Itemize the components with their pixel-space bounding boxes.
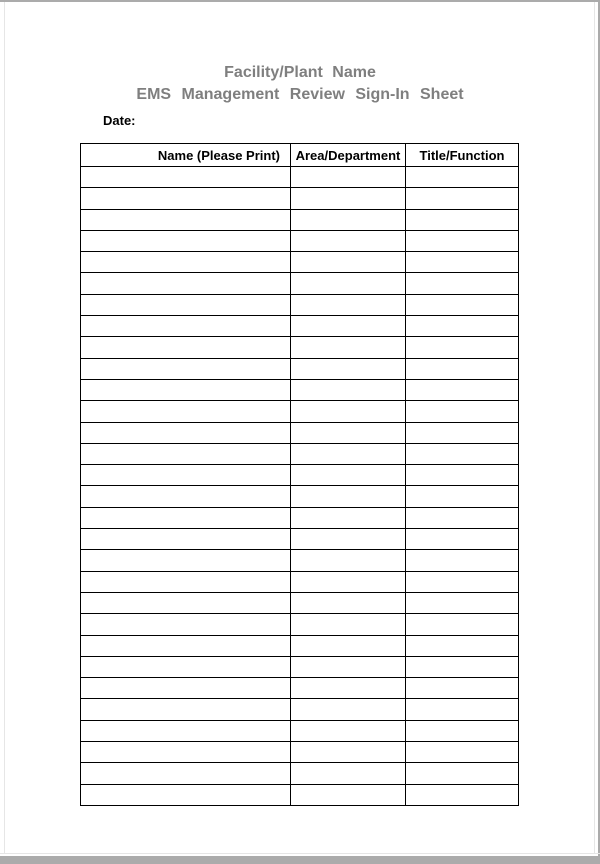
sign-in-cell[interactable]	[291, 188, 406, 209]
sign-in-cell[interactable]	[406, 720, 519, 741]
sign-in-cell[interactable]	[406, 742, 519, 763]
table-row	[81, 699, 519, 720]
sign-in-cell[interactable]	[406, 294, 519, 315]
sign-in-cell[interactable]	[291, 507, 406, 528]
sign-in-cell[interactable]	[291, 358, 406, 379]
sign-in-cell[interactable]	[406, 379, 519, 400]
sign-in-cell[interactable]	[406, 571, 519, 592]
sign-in-cell[interactable]	[406, 656, 519, 677]
sign-in-cell[interactable]	[81, 294, 291, 315]
sign-in-cell[interactable]	[81, 699, 291, 720]
sign-in-cell[interactable]	[81, 550, 291, 571]
sign-in-cell[interactable]	[81, 486, 291, 507]
sign-in-cell[interactable]	[291, 614, 406, 635]
table-row	[81, 678, 519, 699]
sign-in-cell[interactable]	[81, 592, 291, 613]
sign-in-cell[interactable]	[81, 167, 291, 188]
column-header-name: Name (Please Print)	[81, 144, 291, 167]
sign-in-cell[interactable]	[81, 784, 291, 805]
sign-in-cell[interactable]	[291, 699, 406, 720]
sign-in-cell[interactable]	[81, 188, 291, 209]
table-row	[81, 550, 519, 571]
sign-in-cell[interactable]	[291, 550, 406, 571]
table-row	[81, 188, 519, 209]
frame-left-inner-line	[4, 2, 5, 853]
table-row	[81, 507, 519, 528]
sign-in-cell[interactable]	[406, 507, 519, 528]
sign-in-cell[interactable]	[81, 316, 291, 337]
table-row	[81, 486, 519, 507]
sign-in-cell[interactable]	[81, 209, 291, 230]
sign-in-cell[interactable]	[81, 571, 291, 592]
sign-in-cell[interactable]	[291, 230, 406, 251]
table-row	[81, 209, 519, 230]
sign-in-cell[interactable]	[291, 167, 406, 188]
frame-bottom-inner-line	[0, 853, 600, 854]
sign-in-cell[interactable]	[406, 635, 519, 656]
sign-in-cell[interactable]	[81, 358, 291, 379]
sign-in-cell[interactable]	[406, 592, 519, 613]
sign-in-cell[interactable]	[406, 678, 519, 699]
sign-in-cell[interactable]	[81, 230, 291, 251]
sign-in-cell[interactable]	[406, 529, 519, 550]
table-row	[81, 614, 519, 635]
table-row	[81, 358, 519, 379]
sign-in-cell[interactable]	[291, 486, 406, 507]
sign-in-cell[interactable]	[406, 699, 519, 720]
sign-in-cell[interactable]	[291, 401, 406, 422]
table-row	[81, 656, 519, 677]
sign-in-cell[interactable]	[291, 465, 406, 486]
document-title: Facility/Plant Name	[224, 64, 376, 81]
sign-in-cell[interactable]	[81, 252, 291, 273]
sign-in-cell[interactable]	[81, 720, 291, 741]
sign-in-cell[interactable]	[81, 763, 291, 784]
sign-in-cell[interactable]	[406, 316, 519, 337]
sign-in-cell[interactable]	[81, 443, 291, 464]
sign-in-cell[interactable]	[81, 465, 291, 486]
table-row	[81, 167, 519, 188]
sign-in-cell[interactable]	[406, 167, 519, 188]
table-row	[81, 592, 519, 613]
table-row	[81, 763, 519, 784]
sign-in-cell[interactable]	[291, 742, 406, 763]
sign-in-cell[interactable]	[291, 656, 406, 677]
sign-in-cell[interactable]	[291, 635, 406, 656]
table-row	[81, 337, 519, 358]
sign-in-cell[interactable]	[291, 422, 406, 443]
document-header	[0, 62, 600, 106]
sign-in-cell[interactable]	[81, 635, 291, 656]
table-row	[81, 784, 519, 805]
sign-in-cell[interactable]	[291, 784, 406, 805]
sign-in-cell[interactable]	[291, 763, 406, 784]
sign-in-cell[interactable]	[291, 316, 406, 337]
sign-in-table	[80, 143, 519, 806]
sign-in-cell[interactable]	[291, 529, 406, 550]
sign-in-cell[interactable]	[291, 678, 406, 699]
sign-in-cell[interactable]	[406, 465, 519, 486]
table-row	[81, 443, 519, 464]
sign-in-cell[interactable]	[406, 358, 519, 379]
sign-in-cell[interactable]	[291, 337, 406, 358]
sign-in-cell[interactable]	[81, 529, 291, 550]
sign-in-cell[interactable]	[81, 614, 291, 635]
sign-in-cell[interactable]	[291, 273, 406, 294]
sign-in-cell[interactable]	[406, 614, 519, 635]
sign-in-cell[interactable]	[406, 486, 519, 507]
sign-in-cell[interactable]	[406, 550, 519, 571]
sign-in-cell[interactable]	[291, 379, 406, 400]
frame-top-edge	[0, 0, 600, 2]
table-header-row	[81, 144, 519, 167]
sign-in-cell[interactable]	[406, 422, 519, 443]
table-row	[81, 316, 519, 337]
sign-in-cell[interactable]	[81, 273, 291, 294]
table-row	[81, 422, 519, 443]
table-row	[81, 742, 519, 763]
sign-in-cell[interactable]	[291, 571, 406, 592]
sign-in-cell[interactable]	[291, 443, 406, 464]
table-row	[81, 273, 519, 294]
frame-right-inner-line	[594, 2, 595, 853]
sign-in-cell[interactable]	[81, 507, 291, 528]
sign-in-cell[interactable]	[291, 592, 406, 613]
sign-in-cell[interactable]	[81, 656, 291, 677]
sign-in-cell[interactable]	[291, 720, 406, 741]
table-row	[81, 529, 519, 550]
table-row	[81, 294, 519, 315]
sign-in-cell[interactable]	[81, 337, 291, 358]
date-label: Date:	[103, 113, 136, 128]
sign-in-cell[interactable]	[406, 209, 519, 230]
table-row	[81, 230, 519, 251]
sign-in-cell[interactable]	[406, 252, 519, 273]
table-row	[81, 720, 519, 741]
sign-in-cell[interactable]	[406, 337, 519, 358]
table-row	[81, 379, 519, 400]
sign-in-cell[interactable]	[81, 678, 291, 699]
column-header-area: Area/Department	[291, 144, 406, 167]
table-row	[81, 635, 519, 656]
table-row	[81, 252, 519, 273]
sign-in-cell[interactable]	[291, 294, 406, 315]
sign-in-cell[interactable]	[406, 188, 519, 209]
sign-in-cell[interactable]	[291, 209, 406, 230]
sign-in-cell[interactable]	[406, 763, 519, 784]
sign-in-table-body	[81, 167, 519, 806]
document-subtitle: EMS Management Review Sign-In Sheet	[136, 86, 464, 103]
sign-in-cell[interactable]	[406, 401, 519, 422]
column-header-title: Title/Function	[406, 144, 519, 167]
sign-in-cell[interactable]	[406, 273, 519, 294]
sign-in-cell[interactable]	[81, 742, 291, 763]
sign-in-cell[interactable]	[406, 443, 519, 464]
sign-in-cell[interactable]	[291, 252, 406, 273]
sign-in-cell[interactable]	[406, 230, 519, 251]
table-row	[81, 401, 519, 422]
frame-bottom-edge	[0, 856, 600, 864]
table-row	[81, 571, 519, 592]
sign-in-cell[interactable]	[406, 784, 519, 805]
sign-in-cell[interactable]	[81, 422, 291, 443]
table-row	[81, 465, 519, 486]
sign-in-cell[interactable]	[81, 379, 291, 400]
sign-in-cell[interactable]	[81, 401, 291, 422]
